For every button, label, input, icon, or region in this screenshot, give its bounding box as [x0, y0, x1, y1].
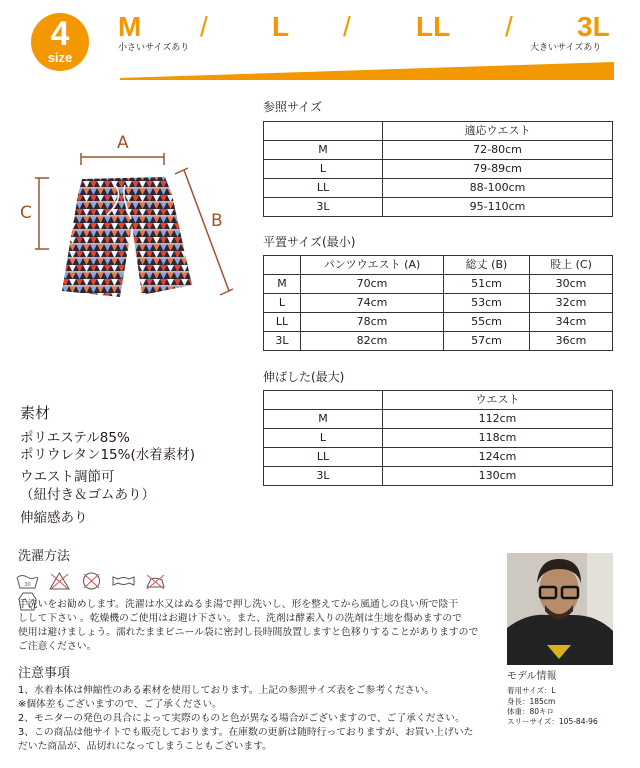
material-line: 伸縮感あり: [20, 510, 88, 526]
value-cell: 53cm: [444, 294, 530, 313]
note-line: だいた商品が、品切れになってしまうこともございます。: [18, 741, 272, 752]
value-cell: 124cm: [383, 448, 613, 467]
value-cell: 70cm: [301, 275, 444, 294]
value-cell: 82cm: [301, 332, 444, 351]
hand-wash-30-icon: [16, 571, 39, 591]
value-cell: 78cm: [301, 313, 444, 332]
size-cell: LL: [264, 448, 383, 467]
size-cell: L: [264, 429, 383, 448]
separator: /: [200, 11, 208, 42]
badge-number: 4: [50, 15, 70, 53]
material-line: （紐付き＆ゴムあり）: [20, 487, 155, 503]
reference-size-table: [263, 121, 613, 217]
separator: /: [505, 11, 513, 42]
size-count-badge: [31, 13, 89, 71]
flat-size-table: [263, 255, 613, 351]
value-cell: 130cm: [383, 467, 613, 486]
note-line: ※個体差もございますので、ご了承ください。: [18, 699, 222, 710]
material-line: ポリエステル85%: [20, 430, 130, 446]
dimension-label-a: A: [117, 133, 129, 153]
table-row: [264, 294, 613, 313]
model-info-line: 着用サイズ：L: [507, 686, 556, 695]
header-cell: 股上 (C): [530, 256, 613, 275]
size-cell: 3L: [264, 332, 301, 351]
table-row: [264, 141, 613, 160]
note-line: 3、この商品は他サイトでも販売しております。在庫数の更新は随時行っておりますが、お買い上げいた: [18, 727, 474, 738]
dimension-label-b: B: [211, 211, 223, 231]
size-cell: M: [264, 410, 383, 429]
value-cell: 74cm: [301, 294, 444, 313]
size-cell: L: [264, 294, 301, 313]
table-row: [264, 160, 613, 179]
value-cell: 88-100cm: [383, 179, 613, 198]
value-cell: 30cm: [530, 275, 613, 294]
size-label-l: L: [272, 11, 290, 42]
material-line: ウエスト調節可: [20, 469, 115, 485]
reference-size-title: 参照サイズ: [263, 100, 323, 114]
shorts-image: [62, 177, 192, 297]
model-info-line: 体重：80キロ: [507, 707, 555, 716]
gentle-wring-icon: [112, 571, 135, 591]
flat-size-title: 平置サイズ(最小): [263, 235, 356, 249]
size-label-m: M: [118, 11, 142, 42]
washing-title: 洗濯方法: [18, 549, 71, 564]
table-row: [264, 448, 613, 467]
model-photo: [507, 553, 613, 665]
no-iron-icon: [144, 571, 167, 591]
table-row: [264, 198, 613, 217]
table-row: [264, 429, 613, 448]
table-row: [264, 410, 613, 429]
value-cell: 79-89cm: [383, 160, 613, 179]
note-line: 1、水着本体は伸縮性のある素材を使用しております。上記の参照サイズ表をご参考ください。: [18, 685, 435, 696]
washing-icons: [16, 571, 196, 593]
value-cell: 32cm: [530, 294, 613, 313]
header-cell: [264, 256, 301, 275]
size-scale-wedge: [120, 60, 614, 82]
table-row: [264, 332, 613, 351]
size-cell: 3L: [264, 467, 383, 486]
value-cell: 36cm: [530, 332, 613, 351]
small-size-note: 小さいサイズあり: [118, 43, 190, 53]
table-row: [264, 467, 613, 486]
no-bleach-icon: [48, 571, 71, 591]
header-cell: パンツウエスト (A): [301, 256, 444, 275]
size-label-ll: LL: [416, 11, 451, 42]
header-cell: [264, 391, 383, 410]
size-cell: LL: [264, 179, 383, 198]
table-header-row: [264, 391, 613, 410]
value-cell: 34cm: [530, 313, 613, 332]
size-label-3l: 3L: [577, 11, 610, 42]
material-line: ポリウレタン15%(水着素材): [20, 447, 195, 463]
stretch-size-table: [263, 390, 613, 486]
value-cell: 51cm: [444, 275, 530, 294]
svg-text:30: 30: [24, 582, 31, 588]
washing-text-line: ご注意ください。: [18, 641, 97, 652]
header-cell: 総丈 (B): [444, 256, 530, 275]
large-size-note: 大きいサイズあり: [530, 43, 602, 53]
washing-text-line: しして下さい 。乾燥機のご使用はお避け下さい。また、洗剤は酵素入りの洗剤は生地を傷めますので: [18, 613, 462, 624]
note-line: 2、モニターの発色の具合によって実際のものと色が異なる場合がございますので、ご了承ください。: [18, 713, 465, 724]
model-info-title: モデル情報: [507, 671, 557, 682]
header-cell: 適応ウエスト: [383, 122, 613, 141]
washing-text-line: 使用は避けましょう。濡れたままビニール袋に密封し長時間放置しますと色移りすることがありますので: [18, 627, 479, 638]
model-info-line: スリーサイズ：105-84-96: [507, 717, 598, 726]
value-cell: 112cm: [383, 410, 613, 429]
table-header-row: [264, 122, 613, 141]
stretch-size-title: 伸ばした(最大): [263, 370, 345, 384]
size-cell: 3L: [264, 198, 383, 217]
value-cell: 55cm: [444, 313, 530, 332]
dimension-label-c: C: [20, 203, 32, 223]
size-cell: M: [264, 141, 383, 160]
value-cell: 95-110cm: [383, 198, 613, 217]
value-cell: 72-80cm: [383, 141, 613, 160]
notes-title: 注意事項: [18, 666, 71, 681]
size-cell: L: [264, 160, 383, 179]
size-cell: M: [264, 275, 301, 294]
value-cell: 118cm: [383, 429, 613, 448]
table-row: [264, 179, 613, 198]
material-title: 素材: [20, 404, 51, 422]
no-tumble-dry-icon: [80, 571, 103, 591]
separator: /: [343, 11, 351, 42]
table-row: [264, 313, 613, 332]
model-info-line: 身長：185cm: [507, 697, 556, 706]
header-cell: [264, 122, 383, 141]
table-header-row: [264, 256, 613, 275]
header-cell: ウエスト: [383, 391, 613, 410]
table-row: [264, 275, 613, 294]
washing-text-line: 手洗いをお勧めします。洗濯は水又はぬるま湯で押し洗いし、形を整えてから風通しの良い所で陰干: [18, 599, 459, 610]
badge-label: size: [47, 50, 73, 65]
size-cell: LL: [264, 313, 301, 332]
value-cell: 57cm: [444, 332, 530, 351]
